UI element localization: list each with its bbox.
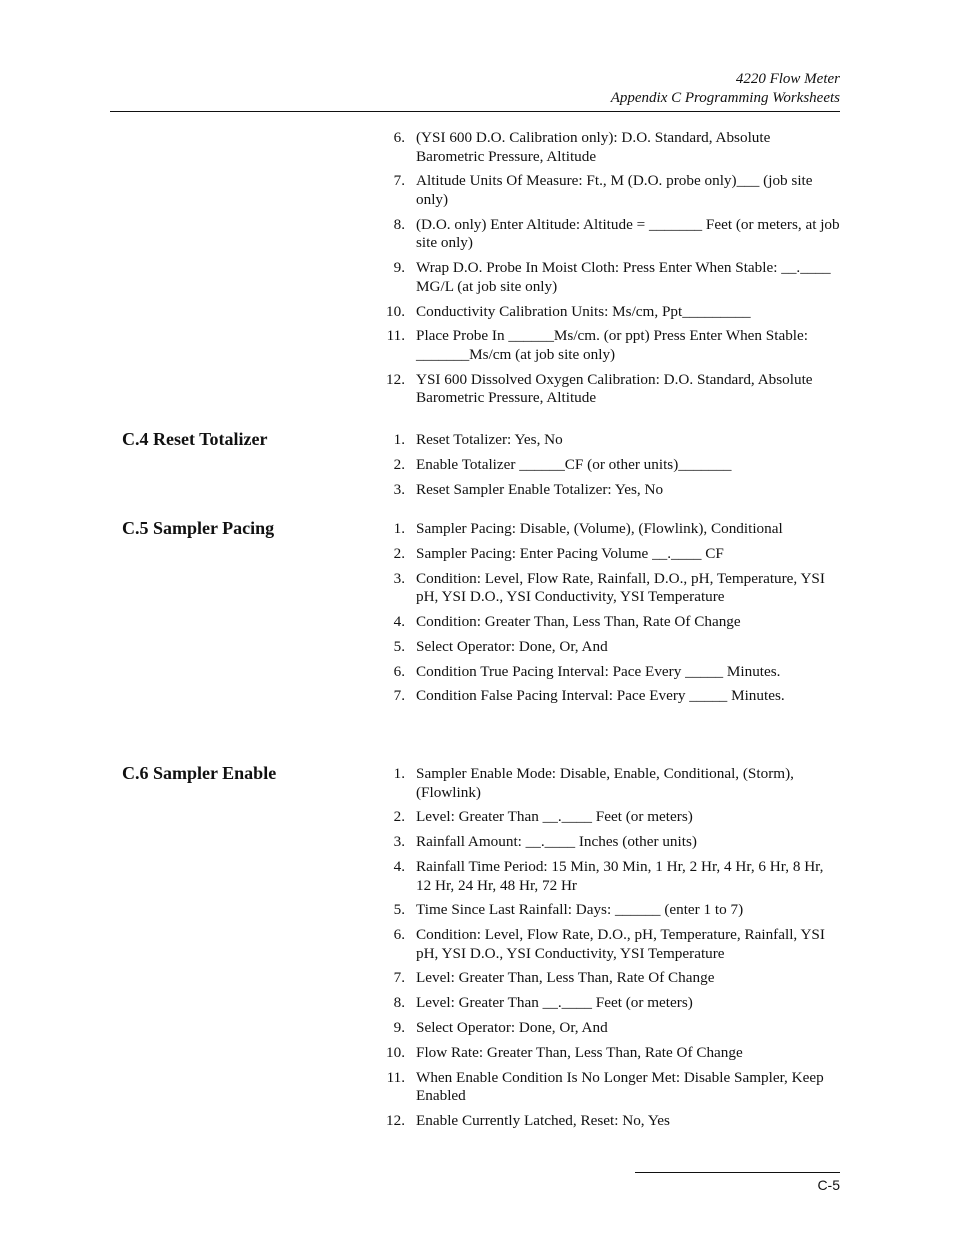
item-number: 10. bbox=[386, 1043, 405, 1061]
list-item bbox=[378, 994, 842, 1013]
list-item bbox=[378, 172, 842, 209]
item-text: Select Operator: Done, Or, And bbox=[416, 1019, 608, 1037]
running-header-title: 4220 Flow Meter bbox=[735, 71, 840, 87]
item-text: Condition True Pacing Interval: Pace Every _____ Minutes. bbox=[416, 662, 781, 680]
list-item bbox=[378, 216, 842, 253]
list-item bbox=[378, 663, 842, 682]
item-text: Rainfall Time Period: 15 Min, 30 Min, 1 Hr, 2 Hr, 4 Hr, 6 Hr, 8 Hr, 12 Hr, 24 Hr, 48 Hr, 72 Hr bbox=[416, 857, 824, 894]
item-text: Conductivity Calibration Units: Ms/cm, Ppt_________ bbox=[416, 302, 751, 320]
list-item bbox=[378, 1044, 842, 1063]
list-item bbox=[378, 765, 842, 802]
list-item bbox=[378, 1112, 842, 1131]
item-number: 9. bbox=[393, 259, 405, 277]
list-item bbox=[378, 456, 842, 475]
item-text: Select Operator: Done, Or, And bbox=[416, 637, 608, 655]
list-item bbox=[378, 1069, 842, 1106]
running-header-chapter: Appendix C Programming Worksheets bbox=[610, 90, 840, 106]
list-item bbox=[378, 901, 842, 920]
list-item bbox=[378, 129, 842, 166]
list-item bbox=[378, 545, 842, 564]
item-number: 8. bbox=[393, 215, 405, 233]
list-item bbox=[378, 1019, 842, 1038]
list-item bbox=[378, 431, 842, 450]
item-number: 2. bbox=[393, 808, 405, 826]
list-item bbox=[378, 969, 842, 988]
list-item bbox=[378, 481, 842, 500]
item-number: 12. bbox=[386, 370, 405, 388]
item-number: 6. bbox=[393, 662, 405, 680]
item-text: (YSI 600 D.O. Calibration only): D.O. Standard, Absolute Barometric Pressure, Altitude bbox=[416, 129, 771, 165]
item-text: When Enable Condition Is No Longer Met: Disable Sampler, Keep Enabled bbox=[416, 1068, 824, 1105]
item-number: 3. bbox=[393, 480, 405, 498]
list-item bbox=[378, 613, 842, 632]
item-text: Condition False Pacing Interval: Pace Every _____ Minutes. bbox=[416, 687, 785, 705]
item-number: 12. bbox=[386, 1111, 405, 1129]
list-item bbox=[378, 259, 842, 296]
list-item bbox=[378, 520, 842, 539]
item-text: Altitude Units Of Measure: Ft., M (D.O. probe only)___ (job site only) bbox=[416, 172, 813, 208]
list-item bbox=[378, 808, 842, 827]
item-text: Level: Greater Than __.____ Feet (or meters) bbox=[416, 994, 693, 1012]
item-text: Time Since Last Rainfall: Days: ______ (enter 1 to 7) bbox=[416, 901, 744, 919]
continued-list bbox=[378, 129, 842, 414]
item-text: Reset Totalizer: Yes, No bbox=[416, 431, 563, 448]
item-number: 6. bbox=[393, 129, 405, 146]
footer-rule bbox=[635, 1172, 840, 1173]
item-number: 2. bbox=[393, 544, 405, 562]
list-item bbox=[378, 570, 842, 607]
item-number: 7. bbox=[393, 969, 405, 987]
item-number: 4. bbox=[393, 857, 405, 875]
list-item bbox=[378, 858, 842, 895]
item-number: 5. bbox=[393, 901, 405, 919]
item-number: 3. bbox=[393, 569, 405, 587]
item-number: 7. bbox=[393, 172, 405, 190]
item-number: 11. bbox=[386, 327, 405, 345]
item-text: Reset Sampler Enable Totalizer: Yes, No bbox=[416, 480, 664, 498]
item-text: Enable Currently Latched, Reset: No, Yes bbox=[416, 1111, 670, 1129]
item-text: Condition: Level, Flow Rate, Rainfall, D.O., pH, Temperature, YSI pH, YSI D.O., YSI Conductivity, YSI Temperature bbox=[416, 569, 825, 606]
list-item bbox=[378, 327, 842, 364]
item-number: 2. bbox=[393, 455, 405, 473]
item-number: 1. bbox=[393, 765, 405, 782]
list-item bbox=[378, 687, 842, 706]
list-item bbox=[378, 371, 842, 408]
item-text: Place Probe In ______Ms/cm. (or ppt) Press Enter When Stable: _______Ms/cm (at job site only) bbox=[416, 327, 808, 363]
header-rule bbox=[110, 111, 840, 112]
section-heading-reset-totalizer: C.4 Reset Totalizer bbox=[122, 429, 268, 449]
item-text: Level: Greater Than, Less Than, Rate Of Change bbox=[416, 969, 715, 987]
item-number: 1. bbox=[393, 431, 405, 448]
section-heading-sampler-enable: C.6 Sampler Enable bbox=[122, 763, 277, 783]
item-number: 11. bbox=[386, 1068, 405, 1086]
item-text: Condition: Level, Flow Rate, D.O., pH, Temperature, Rainfall, YSI pH, YSI D.O., YSI Conductivity, YSI Temperature bbox=[416, 926, 825, 962]
item-number: 4. bbox=[393, 612, 405, 630]
item-text: Rainfall Amount: __.____ Inches (other units) bbox=[416, 833, 697, 851]
list-item bbox=[378, 833, 842, 852]
page-number: C-5 bbox=[817, 1177, 840, 1193]
item-text: Condition: Greater Than, Less Than, Rate Of Change bbox=[416, 612, 741, 630]
item-text: (D.O. only) Enter Altitude: Altitude = _______ Feet (or meters, at job site only) bbox=[416, 215, 840, 252]
reset-totalizer-list bbox=[378, 431, 842, 505]
item-text: Sampler Pacing: Disable, (Volume), (Flowlink), Conditional bbox=[416, 520, 783, 537]
item-text: Flow Rate: Greater Than, Less Than, Rate Of Change bbox=[416, 1043, 743, 1061]
sampler-pacing-list bbox=[378, 520, 842, 712]
list-item bbox=[378, 638, 842, 657]
item-number: 3. bbox=[393, 833, 405, 851]
item-text: YSI 600 Dissolved Oxygen Calibration: D.O. Standard, Absolute Barometric Pressure, Altitude bbox=[416, 370, 813, 407]
item-number: 10. bbox=[386, 302, 405, 320]
item-number: 8. bbox=[393, 994, 405, 1012]
item-text: Enable Totalizer ______CF (or other units)_______ bbox=[416, 455, 732, 473]
item-text: Wrap D.O. Probe In Moist Cloth: Press Enter When Stable: __.____ MG/L (at job site only) bbox=[416, 259, 831, 295]
item-text: Sampler Enable Mode: Disable, Enable, Conditional, (Storm), (Flowlink) bbox=[416, 765, 794, 801]
item-number: 9. bbox=[393, 1019, 405, 1037]
sampler-enable-list bbox=[378, 765, 842, 1137]
item-number: 5. bbox=[393, 637, 405, 655]
item-number: 6. bbox=[393, 926, 405, 944]
item-text: Sampler Pacing: Enter Pacing Volume __.____ CF bbox=[416, 544, 724, 562]
item-number: 1. bbox=[393, 520, 405, 537]
item-number: 7. bbox=[393, 687, 405, 705]
item-text: Level: Greater Than __.____ Feet (or meters) bbox=[416, 808, 693, 826]
list-item bbox=[378, 303, 842, 322]
section-heading-sampler-pacing: C.5 Sampler Pacing bbox=[122, 518, 275, 538]
list-item bbox=[378, 926, 842, 963]
